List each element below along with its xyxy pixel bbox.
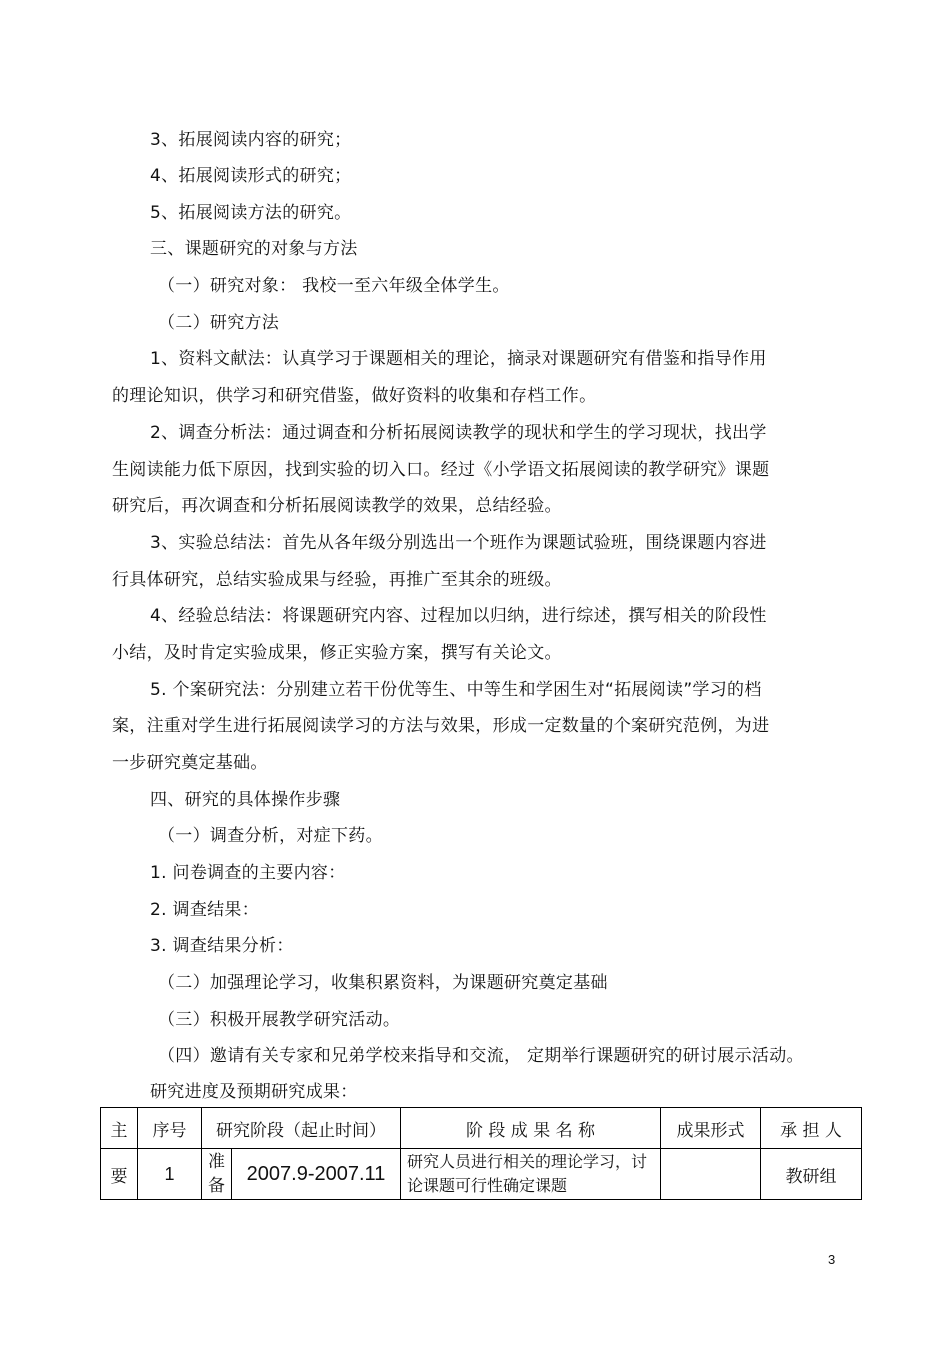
paragraph: （一）研究对象： 我校一至六年级全体学生。 xyxy=(158,276,510,296)
paragraph: 4、拓展阅读形式的研究； xyxy=(150,166,352,186)
paragraph: 小结，及时肯定实验成果，修正实验方案，撰写有关论文。 xyxy=(112,643,562,663)
paragraph: 1. 问卷调查的主要内容： xyxy=(150,863,346,883)
paragraph: 3、拓展阅读内容的研究； xyxy=(150,130,352,150)
result-form-column-header: 成果形式 xyxy=(661,1108,761,1149)
subsection-heading: （二）研究方法 xyxy=(158,313,280,333)
period-cell: 2007.9-2007.11 xyxy=(232,1149,401,1200)
section-heading: 四、研究的具体操作步骤 xyxy=(150,790,341,810)
sequence-cell: 1 xyxy=(138,1149,202,1200)
paragraph: 1、资料文献法：认真学习于课题相关的理论，摘录对课题研究有借鉴和指导作用 xyxy=(150,349,767,369)
owner-cell: 教研组 xyxy=(761,1149,862,1200)
paragraph: 3、实验总结法：首先从各年级分别选出一个班作为课题试验班，围绕课题内容进 xyxy=(150,533,767,553)
result-name-cell: 研究人员进行相关的理论学习，讨论课题可行性确定课题 xyxy=(401,1149,661,1200)
paragraph: 4、经验总结法：将课题研究内容、过程加以归纳，进行综述，撰写相关的阶段性 xyxy=(150,606,767,626)
period-column-header: 研究阶段（起止时间） xyxy=(202,1108,401,1149)
paragraph: 5、拓展阅读方法的研究。 xyxy=(150,203,352,223)
paragraph: 案，注重对学生进行拓展阅读学习的方法与效果，形成一定数量的个案研究范例，为进 xyxy=(112,716,770,736)
result-form-cell xyxy=(661,1149,761,1200)
subsection-heading: （二）加强理论学习，收集积累资料，为课题研究奠定基础 xyxy=(158,973,608,993)
subsection-heading: （四）邀请有关专家和兄弟学校来指导和交流， 定期举行课题研究的研讨展示活动。 xyxy=(158,1046,804,1066)
paragraph: 行具体研究，总结实验成果与经验，再推广至其余的班级。 xyxy=(112,570,562,590)
stage-char: 准 xyxy=(208,1152,225,1172)
paragraph: 2. 调查结果： xyxy=(150,900,260,920)
page-number: 3 xyxy=(828,1252,836,1267)
table-caption: 研究进度及预期研究成果： xyxy=(150,1082,358,1102)
paragraph: 2、调查分析法：通过调查和分析拓展阅读教学的现状和学生的学习现状，找出学 xyxy=(150,423,767,443)
main-cell: 要 xyxy=(101,1149,138,1200)
paragraph: 一步研究奠定基础。 xyxy=(112,753,268,773)
progress-table xyxy=(100,1107,862,1200)
paragraph: 的理论知识，供学习和研究借鉴，做好资料的收集和存档工作。 xyxy=(112,386,597,406)
stage-char: 备 xyxy=(208,1176,225,1196)
paragraph: 5. 个案研究法：分别建立若干份优等生、中等生和学困生对“拓展阅读”学习的档 xyxy=(150,680,762,700)
subsection-heading: （一）调查分析，对症下药。 xyxy=(158,826,383,846)
paragraph: 生阅读能力低下原因，找到实验的切入口。经过《小学语文拓展阅读的教学研究》课题 xyxy=(112,460,770,480)
sequence-column-header: 序号 xyxy=(138,1108,202,1149)
owner-column-header: 承 担 人 xyxy=(761,1108,862,1149)
stage-cell xyxy=(202,1149,232,1200)
section-heading: 三、课题研究的对象与方法 xyxy=(150,239,358,259)
paragraph: 3. 调查结果分析： xyxy=(150,936,294,956)
main-column-header: 主 xyxy=(101,1108,138,1149)
table-row xyxy=(101,1149,862,1200)
result-name-column-header: 阶 段 成 果 名 称 xyxy=(401,1108,661,1149)
paragraph: 研究后，再次调查和分析拓展阅读教学的效果，总结经验。 xyxy=(112,496,562,516)
table-header-row xyxy=(101,1108,862,1149)
subsection-heading: （三）积极开展教学研究活动。 xyxy=(158,1010,401,1030)
